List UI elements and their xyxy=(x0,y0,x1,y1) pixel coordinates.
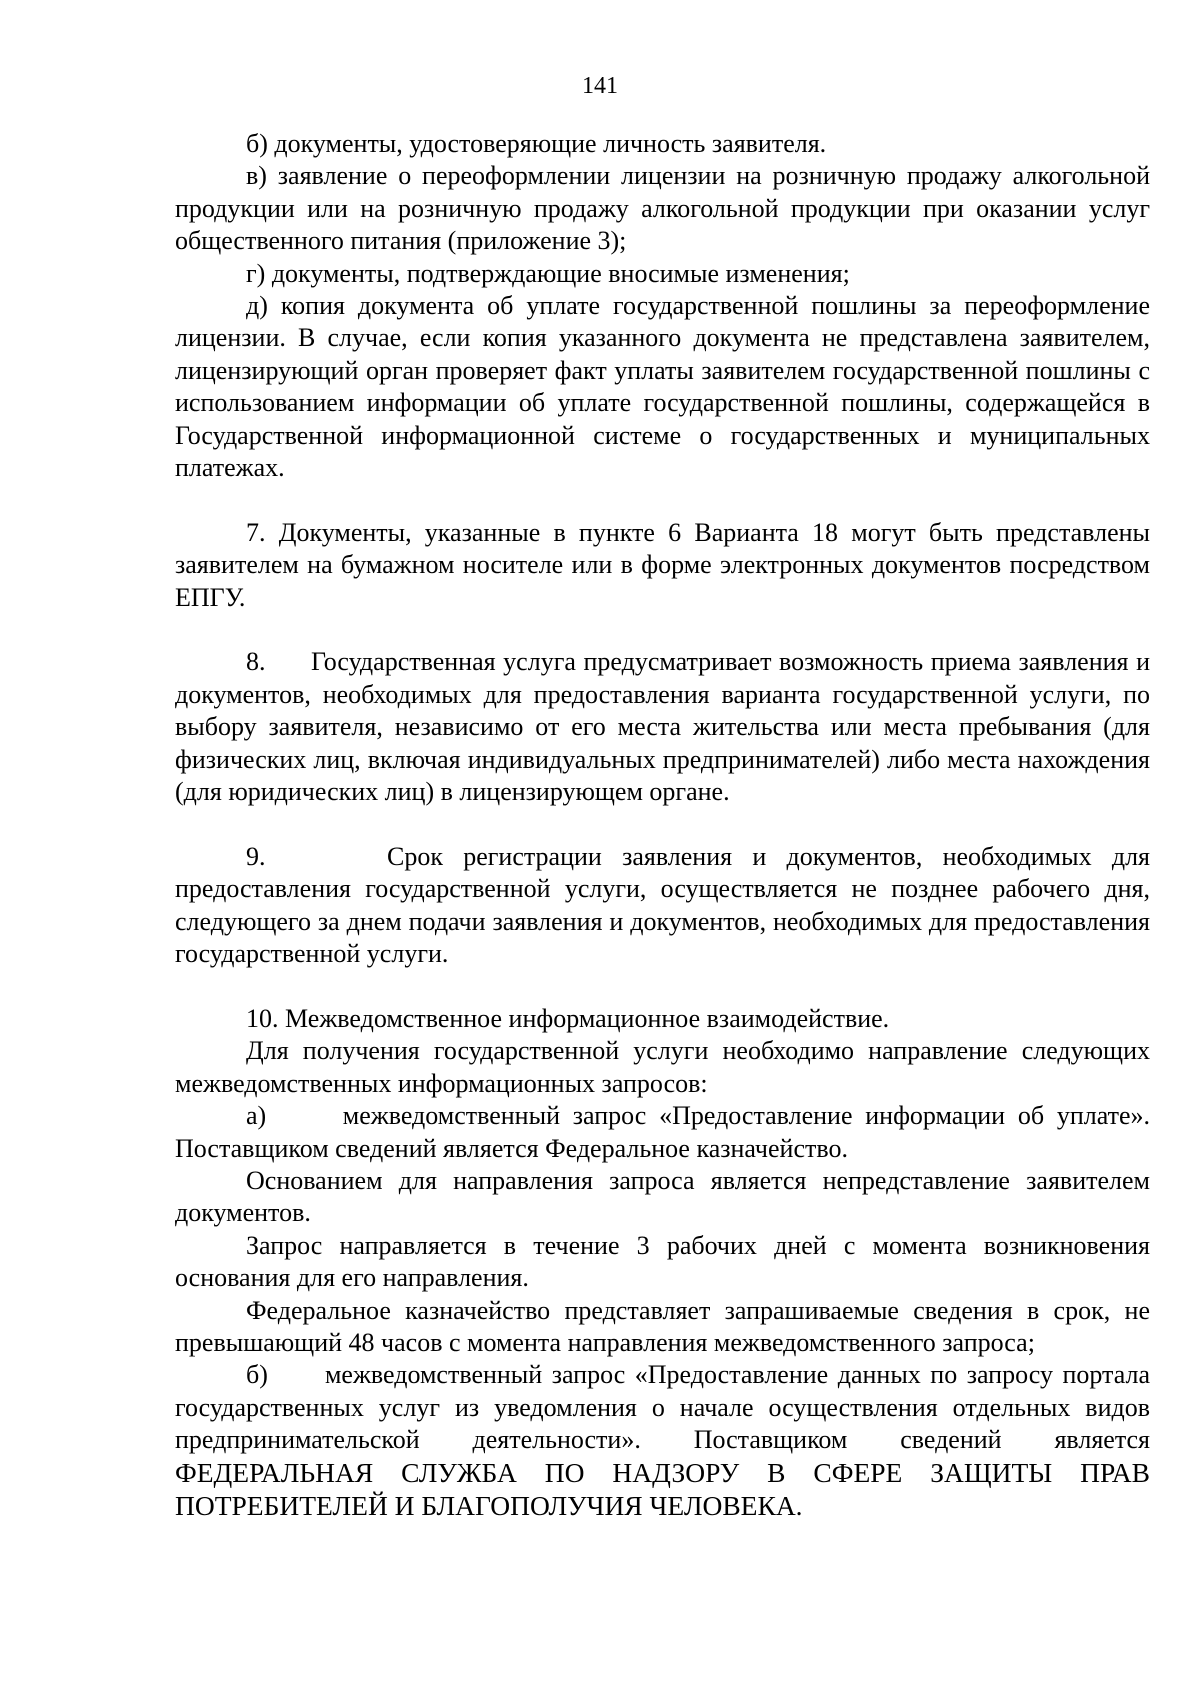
paragraph-request-timing: Запрос направляется в течение 3 рабочих дней с момента возникновения основания для его направления. xyxy=(175,1230,1150,1293)
paragraph-d-state-fee: д) копия документа об уплате государственной пошлины за переоформление лицензии. В случае, если копия указанного документа не представлена заявителем, лицензирующий орган проверяет факт уплаты заявителем государственной пошлины с использованием информации об уплате государственной пошлины, содержащейся в Государственной информационной системе о государственных и муниципальных платежах. xyxy=(175,291,1150,483)
paragraph-v-application: в) заявление о переоформлении лицензии на розничную продажу алкогольной продукции или на розничную продажу алкогольной продукции при оказании услуг общественного питания (приложение 3); xyxy=(175,161,1150,256)
document-body xyxy=(175,128,1150,1523)
paragraph-request-basis: Основанием для направления запроса является непредставление заявителем документов. xyxy=(175,1165,1150,1228)
paragraph-requests-intro: Для получения государственной услуги необходимо направление следующих межведомственных информационных запросов: xyxy=(175,1036,1150,1098)
paragraph-g-change-documents: г) документы, подтверждающие вносимые изменения; xyxy=(246,258,850,288)
paragraph-item-7: 7. Документы, указанные в пункте 6 Варианта 18 могут быть представлены заявителем на бумажном носителе или в форме электронных документов посредством ЕПГУ. xyxy=(175,517,1150,612)
paragraph-item-8: 8. Государственная услуга предусматривает возможность приема заявления и документов, необходимых для предоставления варианта государственной услуги, по выбору заявителя, независимо от его места жительства или места пребывания (для физических лиц, включая индивидуальных предпринимателей) либо места нахождения (для юридических лиц) в лицензирующем органе. xyxy=(175,647,1150,807)
paragraph-item-9: 9. Срок регистрации заявления и документов, необходимых для предоставления государственной услуги, осуществляется не позднее рабочего дня, следующего за днем подачи заявления и документов, необходимых для предоставления государственной услуги. xyxy=(175,841,1150,969)
paragraph-b-identity-documents: б) документы, удостоверяющие личность заявителя. xyxy=(246,129,827,158)
paragraph-treasury-response: Федеральное казначейство представляет запрашиваемые сведения в срок, не превышающий 48 часов с момента направления межведомственного запроса; xyxy=(175,1295,1150,1357)
paragraph-request-b xyxy=(175,1359,1150,1523)
paragraph-request-b-text: б) межведомственный запрос «Предоставление данных по запросу портала государственных услуг из уведомления о начале осуществления отдельных видов предпринимательской деятельности». Поставщиком сведений является xyxy=(175,1360,1150,1455)
page-number: 141 xyxy=(582,73,618,99)
paragraph-request-a: а) межведомственный запрос «Предоставление информации об уплате». Поставщиком сведений является Федеральное казначейство. xyxy=(175,1101,1150,1163)
supplier-agency-name: ФЕДЕРАЛЬНАЯ СЛУЖБА ПО НАДЗОРУ В СФЕРЕ ЗАЩИТЫ ПРАВ ПОТРЕБИТЕЛЕЙ И БЛАГОПОЛУЧИЯ ЧЕЛОВЕКА. xyxy=(175,1456,1150,1521)
paragraph-item-10-heading: 10. Межведомственное информационное взаимодействие. xyxy=(246,1003,890,1033)
